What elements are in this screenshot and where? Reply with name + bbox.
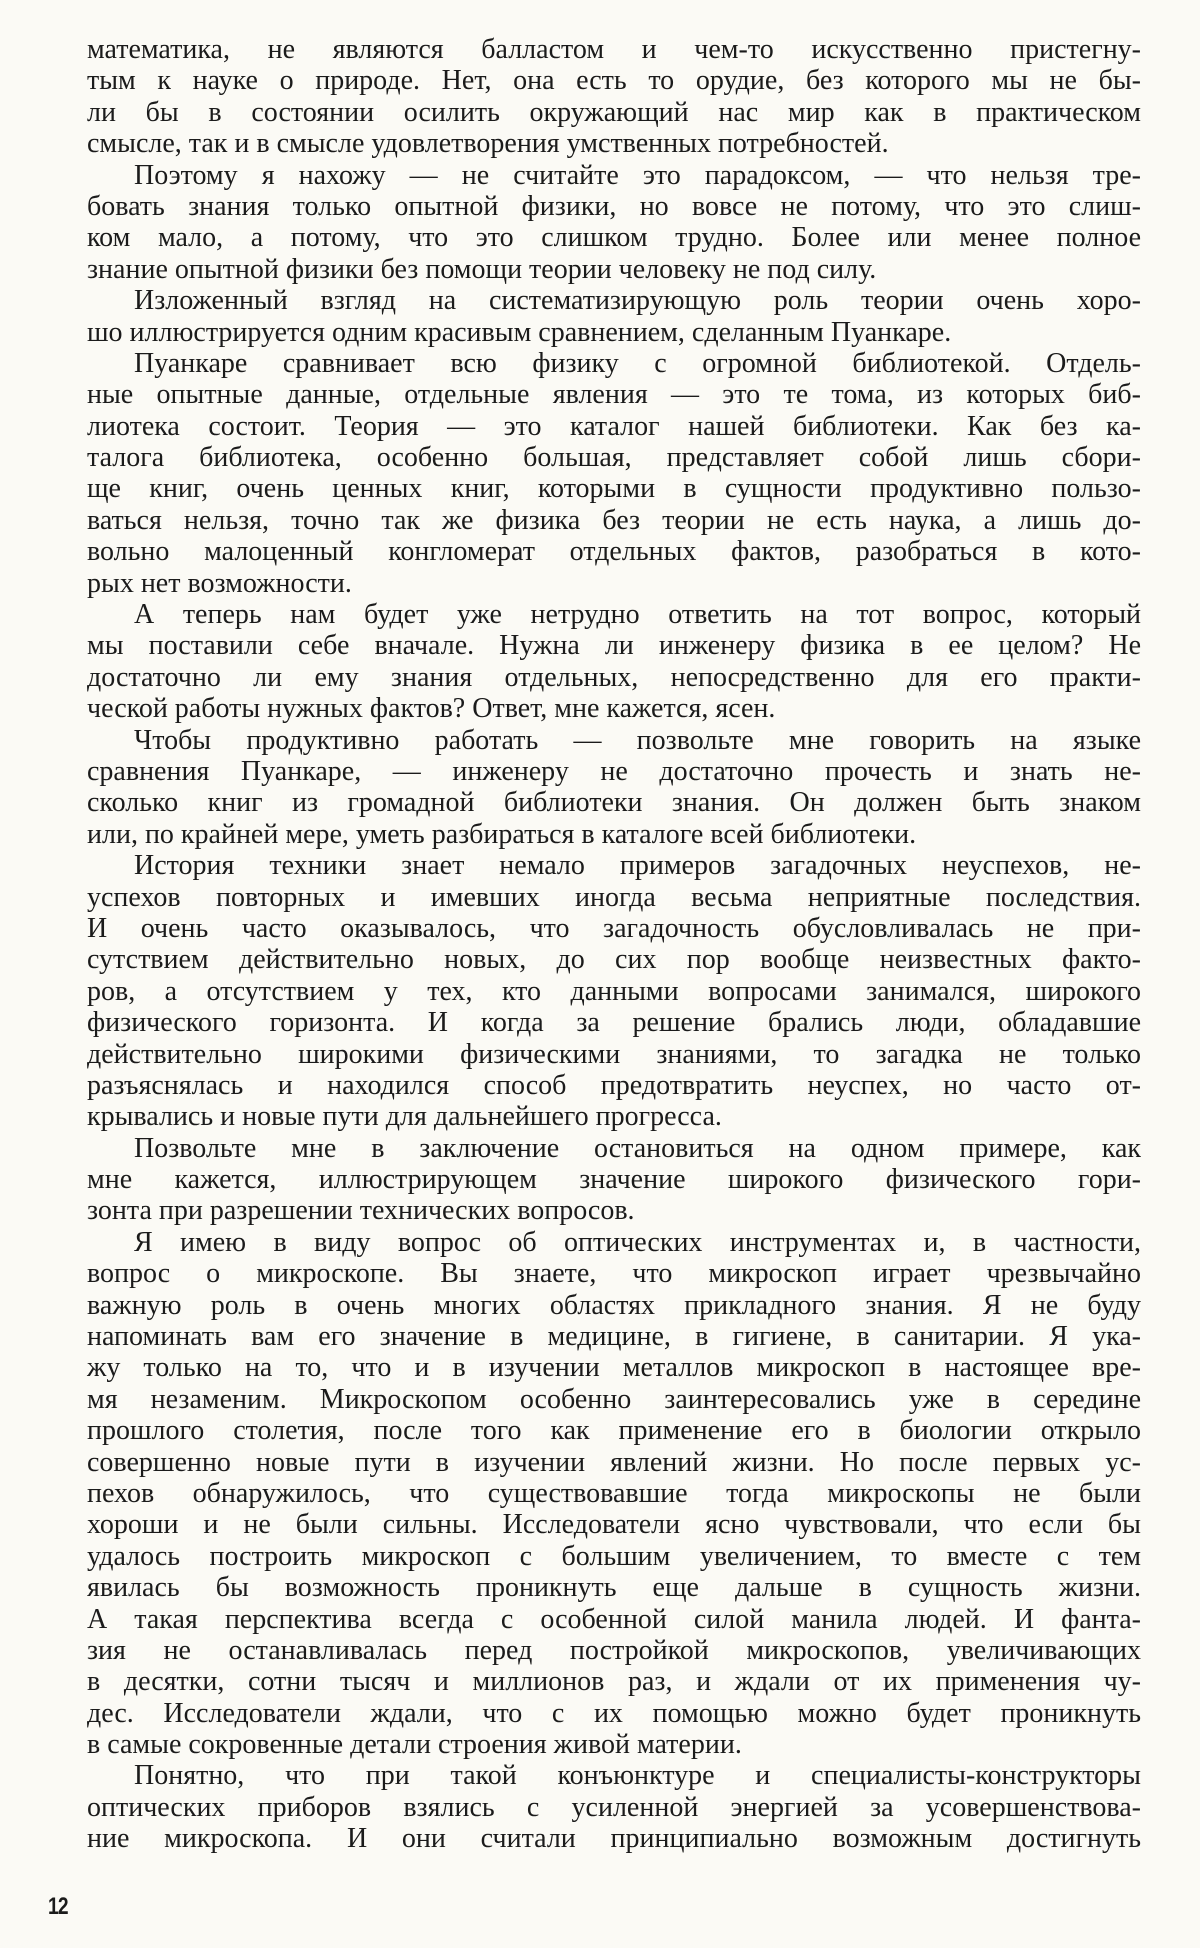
text-line: смысле, так и в смысле удовлетворения умственных потребностей. (87, 128, 889, 160)
text-line: важную роль в очень многих областях прикладного знания. Я не буду (87, 1289, 1141, 1321)
paragraph (87, 850, 1141, 1133)
text-line: зия не останавливалась перед постройкой микроскопов, увеличивающих (87, 1634, 1141, 1666)
text-line: ли бы в состоянии осилить окружающий нас мир как в практическом (87, 96, 1141, 128)
text-line: рых нет возможности. (87, 567, 352, 599)
text-line: мы поставили себе вначале. Нужна ли инженеру физика в ее целом? Не (87, 630, 1141, 662)
text-line: хороши и не были сильны. Исследователи ясно чувствовали, что если бы (87, 1509, 1141, 1541)
text-line: Поэтому я нахожу — не считайте это парадоксом, — что нельзя тре- (134, 159, 1141, 191)
text-line: физического горизонта. И когда за решение брались люди, обладавшие (87, 1007, 1141, 1039)
text-line: действительно широкими физическими знаниями, то загадка не только (87, 1038, 1141, 1070)
paragraph (87, 285, 1141, 348)
text-line: вопрос о микроскопе. Вы знаете, что микроскоп играет чрезвычайно (87, 1258, 1141, 1290)
text-line: совершенно новые пути в изучении явлений жизни. Но после первых ус- (87, 1446, 1141, 1478)
text-line: дес. Исследователи ждали, что с их помощью можно будет проникнуть (87, 1697, 1141, 1729)
text-line: в десятки, сотни тысяч и миллионов раз, и ждали от их применения чу- (87, 1666, 1141, 1698)
body-text (87, 34, 1141, 1855)
text-line: талога библиотека, особенно большая, представляет собой лишь сбори- (87, 442, 1141, 474)
text-line: История техники знает немало примеров загадочных неуспехов, не- (134, 850, 1141, 882)
text-line: достаточно ли ему знания отдельных, непосредственно для его практи- (87, 661, 1141, 693)
text-line: А теперь нам будет уже нетрудно ответить на тот вопрос, который (134, 599, 1141, 631)
text-line: ще книг, очень ценных книг, которыми в сущности продуктивно пользо- (87, 473, 1141, 505)
paragraph (87, 34, 1141, 160)
text-line: математика, не являются балластом и чем-то искусственно пристегну- (87, 34, 1141, 65)
text-line: удалось построить микроскоп с большим увеличением, то вместе с тем (87, 1540, 1141, 1572)
text-line: ние микроскопа. И они считали принципиально возможным достигнуть (87, 1823, 1141, 1855)
text-line: в самые сокровенные детали строения живой материи. (87, 1729, 742, 1761)
paragraph (87, 1227, 1141, 1761)
text-line: ческой работы нужных фактов? Ответ, мне кажется, ясен. (87, 693, 776, 725)
text-line: вольно малоценный конгломерат отдельных фактов, разобраться в кото- (87, 536, 1141, 568)
paragraph (87, 599, 1141, 725)
text-line: жу только на то, что и в изучении металлов микроскоп в настоящее вре- (87, 1352, 1141, 1384)
text-line: успехов повторных и имевших иногда весьма неприятные последствия. (87, 881, 1141, 913)
text-line: мне кажется, иллюстрирующем значение широкого физического гори- (87, 1164, 1141, 1196)
text-line: сутствием действительно новых, до сих пор вообще неизвестных факто- (87, 944, 1141, 976)
text-line: прошлого столетия, после того как применение его в биологии открыло (87, 1415, 1141, 1447)
text-line: или, по крайней мере, уметь разбираться в каталоге всей библиотеки. (87, 818, 917, 850)
text-line: Позвольте мне в заключение остановиться на одном примере, как (134, 1132, 1141, 1164)
paragraph (87, 1133, 1141, 1227)
text-line: Понятно, что при такой конъюнктуре и специалисты-конструкторы (134, 1760, 1141, 1792)
text-line: тым к науке о природе. Нет, она есть то орудие, без которого мы не бы- (87, 65, 1141, 97)
text-line: сколько книг из громадной библиотеки знания. Он должен быть знаком (87, 787, 1141, 819)
text-line: оптических приборов взялись с усиленной энергией за усовершенствова- (87, 1791, 1141, 1823)
text-line: Пуанкаре сравнивает всю физику с огромной библиотекой. Отдель- (134, 347, 1141, 379)
paragraph (87, 725, 1141, 851)
text-line: ров, а отсутствием у тех, кто данными вопросами занимался, широкого (87, 975, 1141, 1007)
text-line: Чтобы продуктивно работать — позвольте мне говорить на языке (134, 724, 1141, 756)
text-line: лиотека состоит. Теория — это каталог нашей библиотеки. Как без ка- (87, 410, 1141, 442)
text-line: пехов обнаружилось, что существовавшие тогда микроскопы не были (87, 1477, 1141, 1509)
text-line: ные опытные данные, отдельные явления — это те тома, из которых биб- (87, 379, 1141, 411)
page-number: 12 (48, 1893, 68, 1920)
text-line: ваться нельзя, точно так же физика без теории не есть наука, а лишь до- (87, 504, 1141, 536)
text-line: бовать знания только опытной физики, но вовсе не потому, что это слиш- (87, 190, 1141, 222)
text-line: явилась бы возможность проникнуть еще дальше в сущность жизни. (87, 1572, 1141, 1604)
text-line: зонта при разрешении технических вопросов. (87, 1195, 635, 1227)
text-line: крывались и новые пути для дальнейшего прогресса. (87, 1101, 722, 1133)
paragraph (87, 1760, 1141, 1854)
paragraph (87, 348, 1141, 599)
text-line: Я имею в виду вопрос об оптических инструментах и, в частности, (134, 1226, 1141, 1258)
text-line: А такая перспектива всегда с особенной силой манила людей. И фанта- (87, 1603, 1141, 1635)
text-line: Изложенный взгляд на систематизирующую роль теории очень хоро- (134, 285, 1141, 317)
text-line: шо иллюстрируется одним красивым сравнением, сделанным Пуанкаре. (87, 316, 952, 348)
text-line: мя незаменим. Микроскопом особенно заинтересовались уже в середине (87, 1383, 1141, 1415)
text-line: сравнения Пуанкаре, — инженеру не достаточно прочесть и знать не- (87, 755, 1141, 787)
paragraph (87, 160, 1141, 286)
text-line: разъяснялась и находился способ предотвратить неуспех, но часто от- (87, 1069, 1141, 1101)
text-line: И очень часто оказывалось, что загадочность обусловливалась не при- (87, 912, 1141, 944)
text-line: напоминать вам его значение в медицине, в гигиене, в санитарии. Я ука- (87, 1321, 1141, 1353)
text-line: ком мало, а потому, что это слишком трудно. Более или менее полное (87, 222, 1141, 254)
text-line: знание опытной физики без помощи теории человеку не под силу. (87, 253, 877, 285)
